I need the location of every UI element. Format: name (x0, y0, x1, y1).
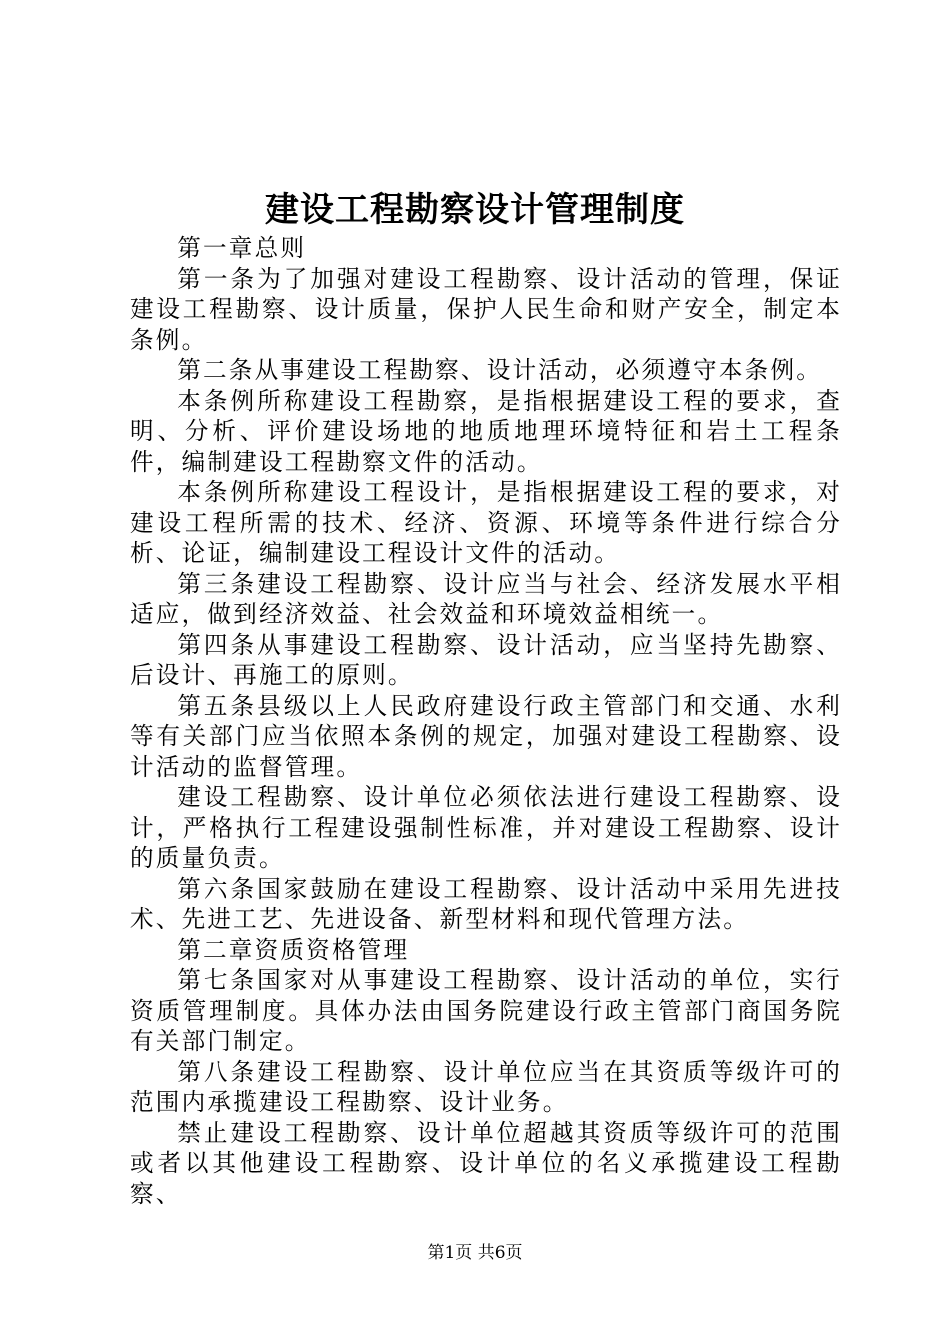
paragraph-article-2: 第二条从事建设工程勘察、设计活动，必须遵守本条例。 (177, 356, 823, 384)
document-title: 建设工程勘察设计管理制度 (265, 190, 685, 230)
paragraph-article-1: 第一条为了加强对建设工程勘察、设计活动的管理，保证建设工程勘察、设计质量，保护人民生命和财产安全，制定本条例。 (130, 264, 842, 354)
paragraph-article-4: 第四条从事建设工程勘察、设计活动，应当坚持先勘察、后设计、再施工的原则。 (130, 630, 842, 689)
paragraph-article-3: 第三条建设工程勘察、设计应当与社会、经济发展水平相适应，做到经济效益、社会效益和环境效益相统一。 (130, 569, 842, 628)
page-number-footer: 第1页 共6页 (427, 1243, 523, 1263)
paragraph-article-5: 第五条县级以上人民政府建设行政主管部门和交通、水利等有关部门应当依照本条例的规定，加强对建设工程勘察、设计活动的监督管理。 (130, 691, 842, 781)
paragraph-chapter-1: 第一章总则 (177, 234, 307, 262)
paragraph-chapter-2: 第二章资质资格管理 (177, 935, 410, 964)
paragraph-article-5-duty: 建设工程勘察、设计单位必须依法进行建设工程勘察、设计，严格执行工程建设强制性标准，并对建设工程勘察、设计的质量负责。 (130, 783, 842, 872)
paragraph-survey-definition: 本条例所称建设工程勘察，是指根据建设工程的要求，查明、分析、评价建设场地的地质地理环境特征和岩土工程条件，编制建设工程勘察文件的活动。 (130, 386, 842, 476)
paragraph-article-7: 第七条国家对从事建设工程勘察、设计活动的单位，实行资质管理制度。具体办法由国务院建设行政主管部门商国务院有关部门制定。 (130, 966, 842, 1055)
document-body (130, 233, 842, 1209)
paragraph-design-definition: 本条例所称建设工程设计，是指根据建设工程的要求，对建设工程所需的技术、经济、资源、环境等条件进行综合分析、论证，编制建设工程设计文件的活动。 (130, 478, 842, 567)
paragraph-article-8-prohibition: 禁止建设工程勘察、设计单位超越其资质等级许可的范围或者以其他建设工程勘察、设计单位的名义承揽建设工程勘察、 (130, 1118, 842, 1208)
paragraph-article-8: 第八条建设工程勘察、设计单位应当在其资质等级许可的范围内承揽建设工程勘察、设计业务。 (130, 1057, 842, 1116)
paragraph-article-6: 第六条国家鼓励在建设工程勘察、设计活动中采用先进技术、先进工艺、先进设备、新型材料和现代管理方法。 (130, 874, 842, 933)
